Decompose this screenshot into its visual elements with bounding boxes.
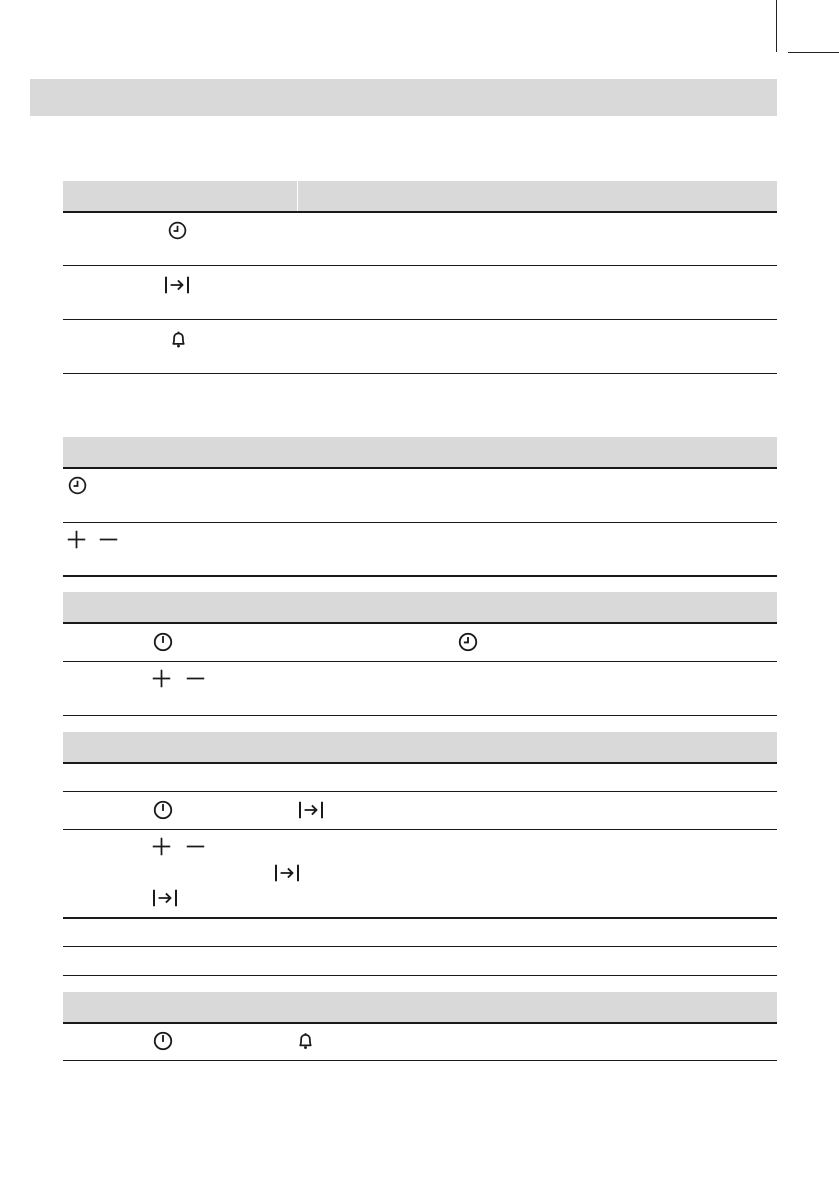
row-rule xyxy=(63,319,777,320)
duration-icon xyxy=(162,274,192,296)
row-rule xyxy=(63,373,777,374)
plus-icon xyxy=(151,836,172,857)
clock-icon xyxy=(167,220,188,241)
header-rule xyxy=(63,467,777,469)
table-header xyxy=(63,181,777,211)
minus-icon xyxy=(185,668,206,689)
row-rule xyxy=(63,791,777,792)
row-rule xyxy=(63,1060,777,1061)
crop-mark-vertical xyxy=(776,0,777,52)
power-icon xyxy=(152,1030,174,1052)
header-rule xyxy=(63,622,777,624)
row-rule xyxy=(63,575,777,577)
header-divider xyxy=(297,181,298,211)
table-header xyxy=(63,992,777,1022)
power-icon xyxy=(152,631,174,653)
table-header xyxy=(63,437,777,467)
power-icon xyxy=(152,799,174,821)
duration-icon xyxy=(150,887,180,909)
row-rule xyxy=(63,522,777,523)
row-rule xyxy=(63,829,777,830)
table-header xyxy=(63,592,777,622)
row-rule xyxy=(63,946,777,947)
row-rule xyxy=(63,265,777,266)
row-rule xyxy=(63,715,777,716)
crop-mark-horizontal xyxy=(788,52,839,53)
header-rule xyxy=(63,762,777,764)
row-rule xyxy=(63,917,777,919)
clock-icon xyxy=(67,475,88,496)
plus-icon xyxy=(151,668,172,689)
duration-icon xyxy=(272,862,302,884)
minus-icon xyxy=(98,529,119,550)
header-rule xyxy=(63,211,777,213)
clock-icon xyxy=(457,631,479,653)
row-rule xyxy=(63,975,777,976)
header-rule xyxy=(63,1022,777,1024)
plus-icon xyxy=(66,529,87,550)
bell-icon xyxy=(168,329,189,350)
bell-icon xyxy=(295,1030,316,1052)
row-rule xyxy=(63,661,777,662)
minus-icon xyxy=(185,836,206,857)
table-header xyxy=(63,732,777,762)
section-title-bar xyxy=(30,79,777,116)
duration-icon xyxy=(296,799,326,821)
